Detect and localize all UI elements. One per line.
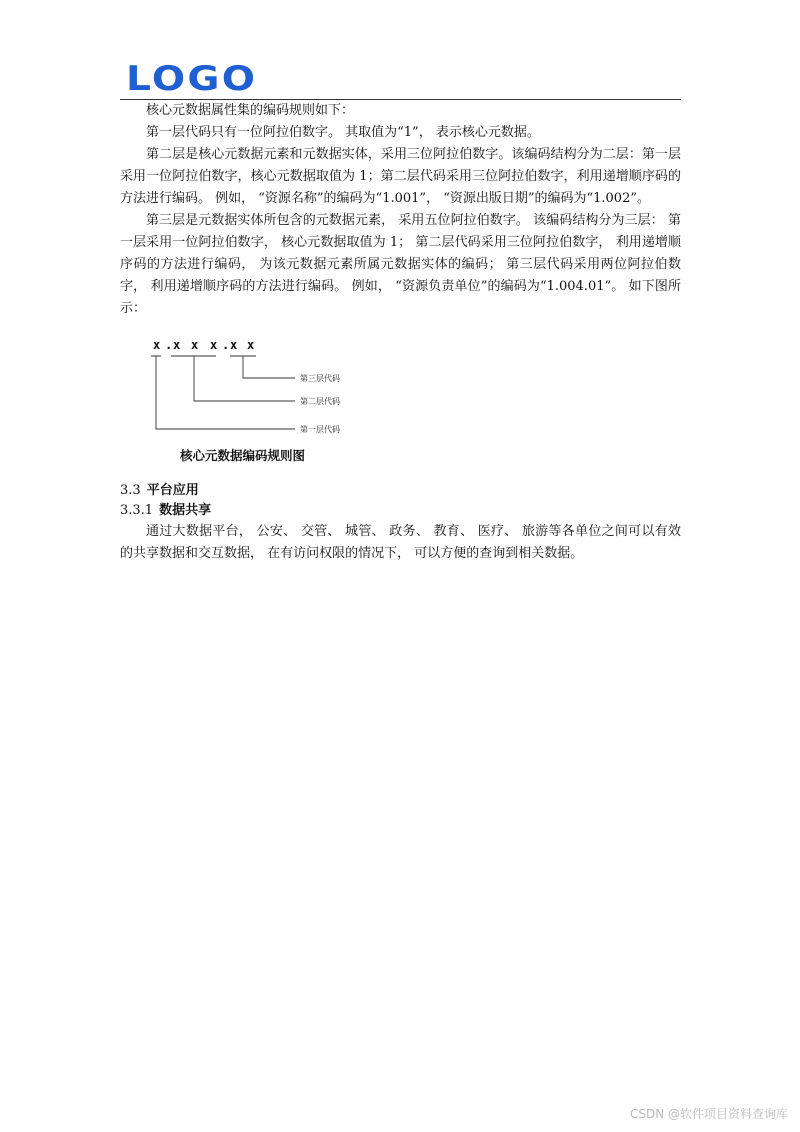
paragraph: 第一层代码只有一位阿拉伯数字。 其取值为“1”， 表示核心元数据。	[146, 125, 540, 140]
leader-line-layer2	[194, 356, 295, 401]
body-text	[120, 521, 681, 565]
diagram-caption: 核心元数据编码规则图	[180, 448, 306, 463]
paragraph: 第三层是元数据实体所包含的元数据元素， 采用五位阿拉伯数字。 该编码结构分为三层： 第一层采用一位阿拉伯数字， 核心元数据取值为 1； 第二层代码采用三位阿拉伯数字， 利用递增顺序码的方法进行编码， 为该元数据元素所属元数据实体的编码； 第三层代码采用两位阿拉伯数字， 利用递增顺序码的方法进行编码。 例如， “资源负责单位”的编码为“1.004.01”。 如下图所示：	[120, 213, 681, 316]
section-number: 3.3.1	[120, 503, 154, 518]
leader-line-layer3	[243, 356, 295, 378]
watermark: CSDN @软件项目资料查询库	[629, 1107, 788, 1121]
paragraph: 第二层是核心元数据元素和元数据实体，采用三位阿拉伯数字。该编码结构分为二层：第一层采用一位阿拉伯数字，核心元数据取值为 1；第二层代码采用三位阿拉伯数字，利用递增顺序码的方法进行编码。 例如， “资源名称”的编码为“1.001”， “资源出版日期”的编码为“1.002”。	[120, 147, 681, 206]
code-char: x	[191, 338, 199, 352]
layer-label: 第二层代码	[300, 397, 340, 406]
section-title: 平台应用	[146, 483, 199, 498]
section-heading-3-3-1	[120, 501, 211, 521]
logo: LOGO	[126, 59, 258, 99]
body-text	[120, 100, 681, 320]
leader-line-layer1	[156, 356, 295, 429]
layer-label: 第三层代码	[300, 374, 340, 383]
layer-label: 第一层代码	[300, 425, 340, 434]
code-char: .	[165, 338, 173, 352]
section-title: 数据共享	[159, 503, 212, 518]
section-heading-3-3	[120, 481, 199, 501]
code-char: x	[230, 338, 238, 352]
paragraph: 通过大数据平台， 公安、 交管、 城管、 政务、 教育、 医疗、 旅游等各单位之间可以有效的共享数据和交互数据， 在有访问权限的情况下， 可以方便的查询到相关数据。	[120, 524, 681, 561]
code-char: x	[153, 338, 161, 352]
section-number: 3.3	[120, 483, 141, 498]
code-char: x	[247, 338, 255, 352]
code-char: x	[173, 338, 181, 352]
paragraph: 核心元数据属性集的编码规则如下：	[146, 103, 355, 118]
code-char: x	[210, 338, 218, 352]
code-char: .	[222, 338, 230, 352]
